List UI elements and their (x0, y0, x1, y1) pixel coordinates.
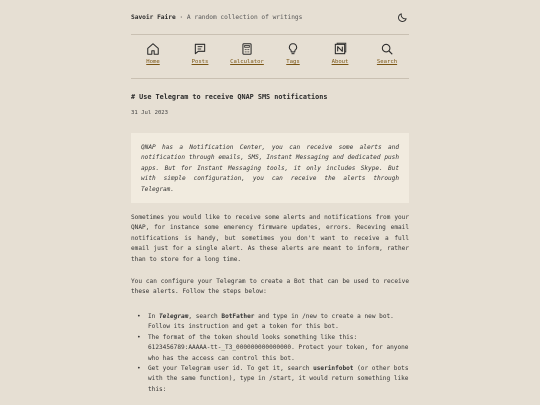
list-item: • Get your Telegram user id. To get it, search userinfobot (or other bots with the same function), type in /start, it would return something like this: (131, 364, 409, 395)
post-title: # Use Telegram to receive QNAP SMS notifications (131, 93, 328, 101)
posts-icon (193, 42, 207, 56)
paragraph-intro: Sometimes you would like to receive some alerts and notifications from your QNAP, for instance some emerency firmware updates, errors. Receving email notifications is handy, but sometimes you don't want to receive a full email just for a single alert. As these alerts are meant to inform, rather than to store for a long time. (131, 214, 409, 263)
tags-icon (286, 42, 300, 56)
home-icon (146, 42, 160, 56)
nav-label-tags: Tags (286, 59, 300, 65)
site-tagline: A random collection of writings (186, 14, 303, 21)
header-divider (131, 34, 409, 35)
nav-label-home: Home (146, 59, 160, 65)
nav-item-about[interactable] (320, 42, 360, 65)
steps-list (131, 312, 409, 395)
main-nav (131, 42, 409, 70)
paragraph-steps-intro: You can configure your Telegram to create a Bot that can be used to receive these alerts. Follow the steps below: (131, 278, 409, 296)
nav-label-calculator: Calculator (230, 59, 264, 65)
list-item: • The format of the token should looks something like this: 6123456789:AAAAA-tt-_T3_000000000000000. Protect your token, for anyone who has the access can control this bot. (131, 333, 409, 364)
nav-item-search[interactable] (367, 42, 407, 65)
nav-label-posts: Posts (191, 59, 209, 65)
summary-callout: QNAP has a Notification Center, you can receive some alerts and notification through emails, SMS, Instant Messaging and dedicated push apps. But for Instant Messaging tools, it only includes Skype. But with simple configuration, you can receive the alerts through Telegram. (131, 133, 409, 203)
site-header (131, 14, 409, 24)
site-name[interactable]: Savoir Faire (131, 14, 176, 21)
search-icon (380, 42, 394, 56)
list-item: • In Telegram, search BotFather and type in /new to create a new bot. Follow its instruction and get a token for this bot. (131, 312, 409, 333)
post-date: 31 Jul 2023 (131, 110, 169, 116)
about-icon (333, 42, 347, 56)
nav-divider (131, 78, 409, 79)
header-separator: · (175, 14, 187, 21)
nav-label-search: Search (376, 59, 398, 65)
nav-item-home[interactable] (133, 42, 173, 65)
moon-icon[interactable] (397, 12, 408, 23)
nav-item-tags[interactable] (273, 42, 313, 65)
nav-label-about: About (331, 59, 349, 65)
calculator-icon (240, 42, 254, 56)
nav-item-posts[interactable] (180, 42, 220, 65)
nav-item-calculator[interactable] (227, 42, 267, 65)
